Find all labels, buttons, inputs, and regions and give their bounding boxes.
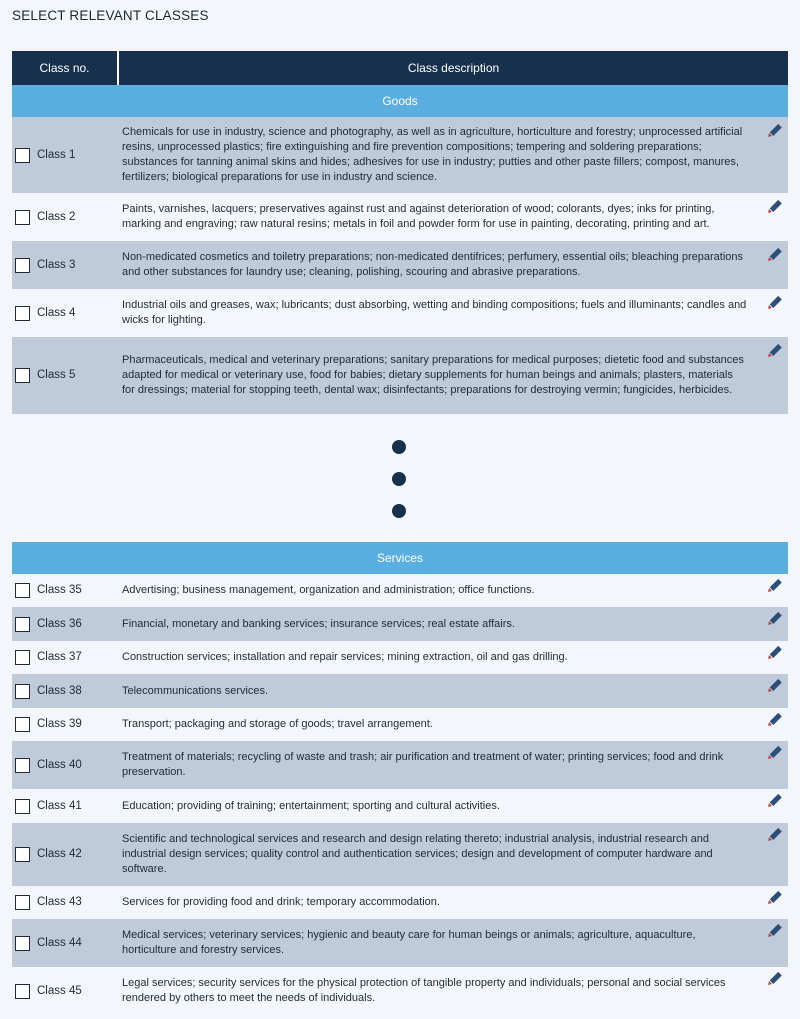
table-row: [12, 967, 788, 1015]
section-header-goods: Goods: [12, 85, 788, 117]
pencil-icon[interactable]: [766, 645, 782, 661]
pencil-icon[interactable]: [766, 827, 782, 843]
class-description: Chemicals for use in industry, science and photography, as well as in agriculture, horticulture and forestry; unprocessed artificial resins, unprocessed plastics; fire extinguishing and fire prevention compositions; tempering and soldering preparations; substances for tanning animal skins and hides; adhesives for use in industry; putties and other paste fillers; compost, manures, fertilizers; biological preparations for use in industry and science.: [122, 126, 743, 183]
checkbox-icon[interactable]: [15, 583, 30, 598]
checkbox-icon[interactable]: [15, 684, 30, 699]
class-description: Construction services; installation and repair services; mining extraction, oil and gas drilling.: [122, 651, 568, 663]
table-row: [12, 789, 788, 823]
pencil-icon[interactable]: [766, 247, 782, 263]
pencil-icon[interactable]: [766, 712, 782, 728]
table-row: [12, 674, 788, 708]
class-label: Class 3: [37, 258, 76, 271]
checkbox-icon[interactable]: [15, 895, 30, 910]
class-label: Class 41: [37, 799, 82, 812]
table-row: [12, 117, 788, 193]
table-row: [12, 193, 788, 241]
checkbox-icon[interactable]: [15, 758, 30, 773]
table-row: [12, 823, 788, 886]
class-label: Class 44: [37, 936, 82, 949]
pencil-icon[interactable]: [766, 890, 782, 906]
table-row: [12, 741, 788, 789]
section-header-services: Services: [12, 542, 788, 574]
class-label: Class 38: [37, 684, 82, 697]
column-header-class-description: Class description: [407, 61, 500, 75]
class-label: Class 4: [37, 306, 76, 319]
class-description: Legal services; security services for the physical protection of tangible property and individuals; personal and social services rendered by others to meet the needs of individuals.: [122, 977, 726, 1004]
class-label: Class 39: [37, 718, 82, 730]
class-description: Transport; packaging and storage of goods; travel arrangement.: [122, 718, 433, 730]
checkbox-icon[interactable]: [15, 717, 30, 732]
pencil-icon[interactable]: [766, 678, 782, 694]
class-label: Class 36: [37, 617, 82, 630]
class-description: Education; providing of training; entertainment; sporting and cultural activities.: [122, 799, 500, 812]
table-row: [12, 919, 788, 967]
table-row: [12, 289, 788, 337]
class-description: Non-medicated cosmetics and toiletry preparations; non-medicated dentifrices; perfumery, essential oils; bleaching preparations and other substances for laundry use; cleaning, polishing, scouring and abrasive preparations.: [122, 251, 744, 278]
class-label: Class 43: [37, 896, 82, 908]
pencil-icon[interactable]: [766, 578, 782, 594]
checkbox-icon[interactable]: [15, 617, 30, 632]
class-label: Class 37: [37, 651, 82, 663]
checkbox-icon[interactable]: [15, 936, 30, 951]
pencil-icon[interactable]: [766, 199, 782, 215]
checkbox-icon[interactable]: [15, 799, 30, 814]
vertical-ellipsis-icon: [392, 440, 408, 536]
class-label: Class 2: [37, 210, 76, 223]
pencil-icon[interactable]: [766, 123, 782, 139]
table-row: [12, 641, 788, 674]
table-header: [12, 51, 788, 85]
class-label: Class 5: [37, 369, 76, 381]
class-description: Pharmaceuticals, medical and veterinary preparations; sanitary preparations for medical purposes; dietetic food and substances adapted for medical or veterinary use, food for babies; dietary supplements for human beings and animals; plasters, materials for dressings; material for stopping teeth, dental wax; disinfectants; preparations for destroying vermin; fungicides, herbicides.: [122, 354, 744, 396]
pencil-icon[interactable]: [766, 745, 782, 761]
class-label: Class 42: [37, 848, 82, 860]
checkbox-icon[interactable]: [15, 306, 30, 321]
services-rows: [12, 574, 788, 1015]
class-label: Class 35: [37, 584, 82, 596]
class-description: Scientific and technological services and research and design relating thereto; industrial analysis, industrial research and industrial design services; quality control and authentication services; design and development of computer hardware and software.: [122, 833, 713, 875]
table-row: [12, 607, 788, 641]
table-row: [12, 241, 788, 289]
class-label: Class 45: [37, 984, 82, 997]
checkbox-icon[interactable]: [15, 368, 30, 383]
pencil-icon[interactable]: [766, 611, 782, 627]
column-header-class-no: Class no.: [39, 61, 90, 75]
checkbox-icon[interactable]: [15, 984, 30, 999]
class-description: Services for providing food and drink; temporary accommodation.: [122, 896, 440, 908]
class-description: Medical services; veterinary services; hygienic and beauty care for human beings or animals; agriculture, aquaculture, horticulture and forestry services.: [122, 929, 696, 956]
checkbox-icon[interactable]: [15, 258, 30, 273]
table-row: [12, 708, 788, 741]
table-row: [12, 337, 788, 414]
checkbox-icon[interactable]: [15, 847, 30, 862]
pencil-icon[interactable]: [766, 923, 782, 939]
class-description: Paints, varnishes, lacquers; preservatives against rust and against deterioration of wood; colorants, dyes; inks for printing, marking and engraving; raw natural resins; metals in foil and powder form for use in painting, decorating, printing and art.: [122, 203, 715, 230]
table-row: [12, 886, 788, 919]
checkbox-icon[interactable]: [15, 650, 30, 665]
checkbox-icon[interactable]: [15, 148, 30, 163]
class-label: Class 40: [37, 758, 82, 771]
pencil-icon[interactable]: [766, 295, 782, 311]
page-title: SELECT RELEVANT CLASSES: [12, 8, 209, 23]
pencil-icon[interactable]: [766, 343, 782, 359]
checkbox-icon[interactable]: [15, 210, 30, 225]
goods-rows: [12, 117, 788, 414]
class-description: Financial, monetary and banking services; insurance services; real estate affairs.: [122, 617, 515, 630]
pencil-icon[interactable]: [766, 971, 782, 987]
class-description: Industrial oils and greases, wax; lubricants; dust absorbing, wetting and binding compositions; fuels and illuminants; candles and wicks for lighting.: [122, 299, 747, 326]
class-description: Telecommunications services.: [122, 684, 269, 697]
pencil-icon[interactable]: [766, 793, 782, 809]
table-row: [12, 574, 788, 607]
class-description: Treatment of materials; recycling of waste and trash; air purification and treatment of water; printing services; food and drink preservation.: [122, 751, 724, 778]
class-description: Advertising; business management, organization and administration; office functions.: [122, 584, 535, 596]
class-label: Class 1: [37, 148, 76, 161]
